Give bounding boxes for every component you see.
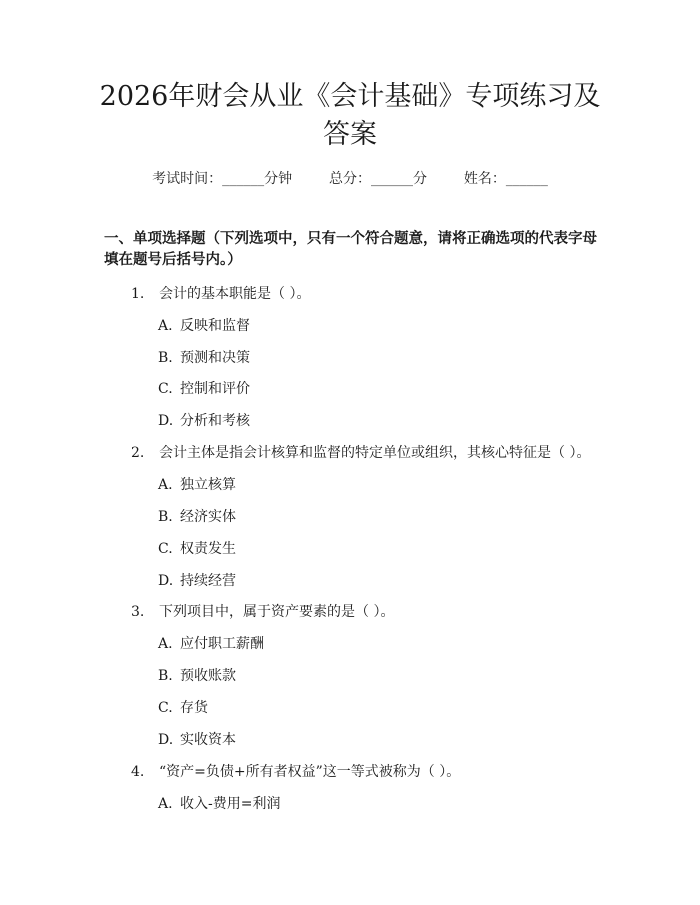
option-text: 应付职工薪酬 bbox=[180, 636, 264, 652]
option-letter: A. bbox=[158, 318, 173, 334]
option-letter: A. bbox=[158, 796, 173, 812]
question-3 bbox=[131, 601, 394, 621]
option-4a bbox=[158, 793, 280, 813]
option-2b bbox=[158, 506, 236, 526]
option-1c bbox=[158, 378, 250, 398]
option-text: 持续经营 bbox=[180, 573, 236, 589]
option-letter: D. bbox=[158, 573, 174, 589]
option-3c bbox=[158, 697, 208, 717]
exam-meta bbox=[0, 168, 700, 188]
option-text: 实收资本 bbox=[180, 732, 236, 748]
option-text: 控制和评价 bbox=[180, 381, 250, 397]
question-text: 会计的基本职能是（ ）。 bbox=[159, 286, 311, 302]
option-text: 独立核算 bbox=[180, 477, 236, 493]
option-letter: A. bbox=[158, 636, 173, 652]
question-number: 3. bbox=[131, 604, 145, 620]
question-text: 会计主体是指会计核算和监督的特定单位或组织，其核心特征是（ ）。 bbox=[159, 445, 591, 461]
option-3b bbox=[158, 665, 236, 685]
question-4 bbox=[131, 761, 460, 781]
option-text: 存货 bbox=[180, 700, 208, 716]
option-letter: B. bbox=[158, 509, 173, 525]
option-letter: C. bbox=[158, 700, 173, 716]
question-1 bbox=[131, 283, 310, 303]
question-text: “资产=负债+所有者权益”这一等式被称为（ ）。 bbox=[159, 764, 461, 780]
option-1d bbox=[158, 410, 250, 430]
question-number: 4. bbox=[131, 764, 145, 780]
option-letter: C. bbox=[158, 381, 173, 397]
document-title: 2026年财会从业《会计基础》专项练习及答案 bbox=[99, 81, 601, 150]
option-letter: B. bbox=[158, 668, 173, 684]
question-number: 1. bbox=[131, 286, 145, 302]
option-letter: B. bbox=[158, 350, 173, 366]
option-2d bbox=[158, 570, 236, 590]
option-letter: C. bbox=[158, 541, 173, 557]
option-1b bbox=[158, 347, 250, 367]
total-score-field: 总分：______分 bbox=[329, 171, 427, 187]
option-text: 收入-费用=利润 bbox=[180, 796, 281, 812]
option-letter: A. bbox=[158, 477, 173, 493]
option-2a bbox=[158, 474, 236, 494]
option-text: 权责发生 bbox=[180, 541, 236, 557]
option-3d bbox=[158, 729, 236, 749]
option-text: 预测和决策 bbox=[180, 350, 250, 366]
option-3a bbox=[158, 633, 264, 653]
option-text: 经济实体 bbox=[180, 509, 236, 525]
option-text: 分析和考核 bbox=[180, 413, 250, 429]
option-text: 反映和监督 bbox=[180, 318, 250, 334]
name-field: 姓名：______ bbox=[463, 171, 548, 187]
option-1a bbox=[158, 315, 250, 335]
exam-time-field: 考试时间：______分钟 bbox=[152, 171, 293, 187]
option-2c bbox=[158, 538, 236, 558]
section-heading: 一、单项选择题（下列选项中，只有一个符合题意，请将正确选项的代表字母填在题号后括号内。） bbox=[104, 231, 597, 268]
question-2 bbox=[131, 442, 590, 462]
option-letter: D. bbox=[158, 732, 174, 748]
option-letter: D. bbox=[158, 413, 174, 429]
option-text: 预收账款 bbox=[180, 668, 236, 684]
question-number: 2. bbox=[131, 445, 145, 461]
question-text: 下列项目中，属于资产要素的是（ ）。 bbox=[159, 604, 395, 620]
